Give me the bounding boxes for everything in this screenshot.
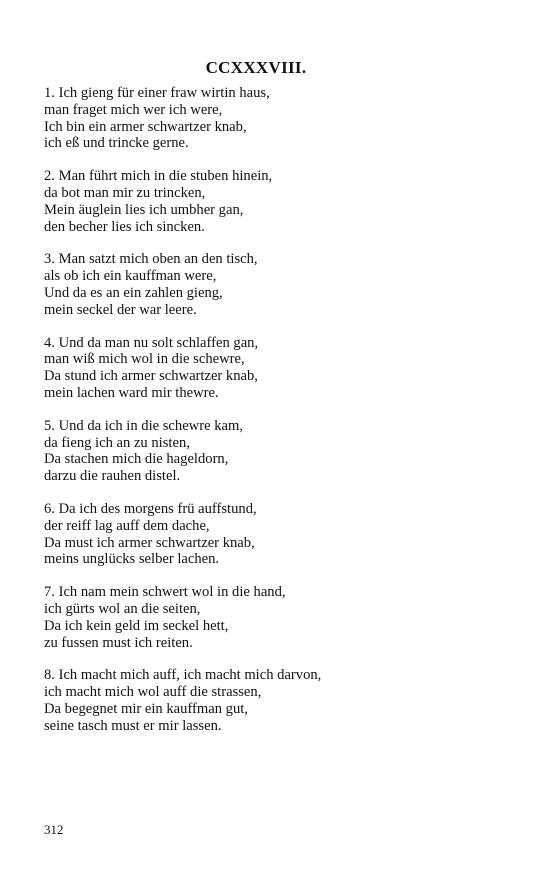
verse-line: 8. Ich macht mich auff, ich macht mich darvon, — [44, 667, 322, 684]
stanza-1 — [44, 85, 514, 152]
verse-line: man wiß mich wol in die schewre, — [44, 351, 245, 368]
stanza-2 — [44, 168, 514, 235]
verse-line: ich gürts wol an die seiten, — [44, 600, 201, 617]
stanza-4 — [44, 335, 514, 402]
verse-line: Da begegnet mir ein kauffman gut, — [44, 700, 248, 717]
verse-line: Da stund ich armer schwartzer knab, — [44, 368, 258, 385]
verse-line: Da must ich armer schwartzer knab, — [44, 534, 255, 551]
verse-line: 2. Man führt mich in die stuben hinein, — [44, 168, 273, 185]
verse-line: 4. Und da man nu solt schlaffen gan, — [44, 334, 259, 351]
verse-line: als ob ich ein kauffman were, — [44, 268, 217, 285]
verse-line: man fraget mich wer ich were, — [44, 101, 223, 118]
stanza-7 — [44, 584, 514, 651]
stanza-5 — [44, 418, 514, 485]
verse-line: seine tasch must er mir lassen. — [44, 717, 222, 734]
verse-line: 5. Und da ich in die schewre kam, — [44, 417, 243, 434]
verse-line: zu fussen must ich reiten. — [44, 634, 193, 651]
song-title: CCXXXVIII. — [205, 58, 307, 77]
stanza-8 — [44, 667, 514, 734]
verse-line: der reiff lag auff dem dache, — [44, 517, 210, 534]
verse-line: mein seckel der war leere. — [44, 301, 197, 318]
verse-line: da bot man mir zu trincken, — [44, 184, 206, 201]
verse-line: 1. Ich gieng für einer fraw wirtin haus, — [44, 85, 270, 101]
verse-line: darzu die rauhen distel. — [44, 468, 181, 485]
stanza-6 — [44, 501, 514, 568]
verse-line: ich eß und trincke gerne. — [44, 135, 189, 152]
verse-line: 6. Da ich des morgens frü auffstund, — [44, 500, 257, 517]
verse-line: Und da es an ein zahlen gieng, — [44, 284, 223, 301]
verse-line: mein lachen ward mir thewre. — [44, 384, 219, 401]
verse-line: Da stachen mich die hageldorn, — [44, 451, 229, 468]
verse-line: ich macht mich wol auff die strassen, — [44, 684, 262, 701]
verse-line: Mein äuglein lies ich umbher gan, — [44, 201, 244, 218]
verse-line: 7. Ich nam mein schwert wol in die hand, — [44, 584, 286, 601]
stanza-3 — [44, 251, 514, 318]
verse-line: Ich bin ein armer schwartzer knab, — [44, 118, 247, 135]
verse-line: da fieng ich an zu nisten, — [44, 434, 190, 451]
page-number: 312 — [44, 822, 64, 837]
song-text — [44, 85, 514, 751]
verse-line: meins unglücks selber lachen. — [44, 551, 220, 568]
verse-line: Da ich kein geld im seckel hett, — [44, 617, 229, 634]
verse-line: 3. Man satzt mich oben an den tisch, — [44, 251, 258, 268]
verse-line: den becher lies ich sincken. — [44, 218, 205, 235]
